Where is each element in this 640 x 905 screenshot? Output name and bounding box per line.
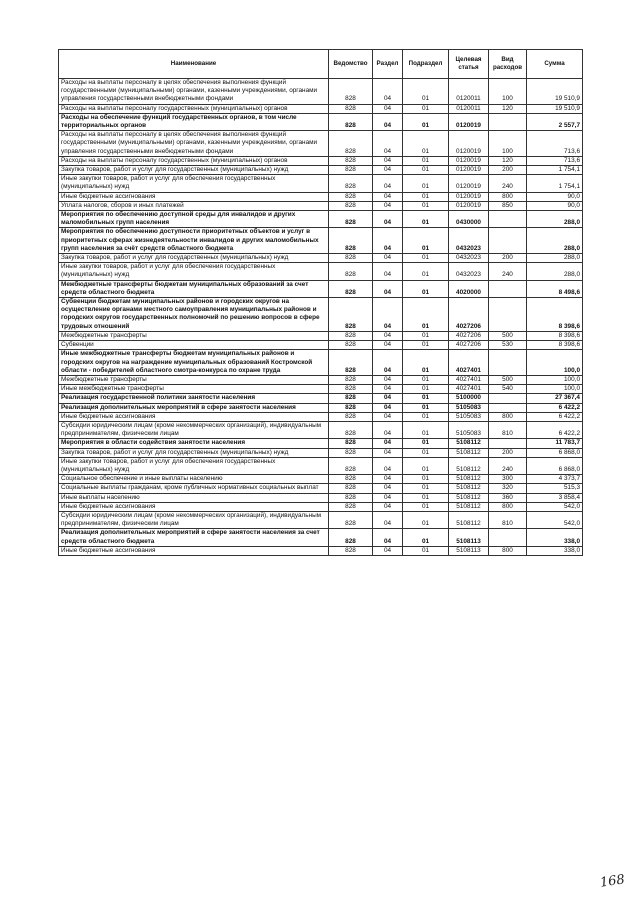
table-row bbox=[59, 263, 583, 280]
cell-type: 500 bbox=[489, 331, 527, 340]
cell-name: Расходы на выплаты персоналу государственных (муниципальных) органов bbox=[59, 156, 329, 165]
cell-name: Закупка товаров, работ и услуг для государственных (муниципальных) нужд bbox=[59, 254, 329, 263]
header-type: Вид расходов bbox=[489, 50, 527, 79]
cell-target: 5105083 bbox=[449, 421, 489, 438]
cell-target: 5108113 bbox=[449, 529, 489, 546]
cell-subsection: 01 bbox=[403, 475, 449, 484]
cell-section: 04 bbox=[373, 156, 403, 165]
cell-subsection: 01 bbox=[403, 113, 449, 130]
cell-type: 800 bbox=[489, 412, 527, 421]
table-body bbox=[59, 79, 583, 556]
cell-name: Закупка товаров, работ и услуг для государственных (муниципальных) нужд bbox=[59, 448, 329, 457]
cell-sum: 27 367,4 bbox=[527, 394, 583, 403]
table-row bbox=[59, 511, 583, 528]
cell-dept: 828 bbox=[329, 156, 373, 165]
table-row bbox=[59, 502, 583, 511]
cell-target: 5100000 bbox=[449, 394, 489, 403]
table-row bbox=[59, 211, 583, 228]
header-row bbox=[59, 50, 583, 79]
cell-target: 5105083 bbox=[449, 403, 489, 412]
cell-type bbox=[489, 394, 527, 403]
cell-subsection: 01 bbox=[403, 175, 449, 192]
cell-sum: 6 422,2 bbox=[527, 421, 583, 438]
cell-subsection: 01 bbox=[403, 341, 449, 350]
cell-subsection: 01 bbox=[403, 156, 449, 165]
cell-name: Иные выплаты населению bbox=[59, 493, 329, 502]
cell-name: Субвенции бюджетам муниципальных районов и городских округов на осуществление органами местного самоуправления муниципальных районов и городских округов государственных полномочий по решению вопросов в сфере трудовых отношений bbox=[59, 298, 329, 332]
cell-target: 5108112 bbox=[449, 502, 489, 511]
cell-dept: 828 bbox=[329, 484, 373, 493]
cell-name: Расходы на выплаты персоналу государственных (муниципальных) органов bbox=[59, 104, 329, 113]
cell-name: Уплата налогов, сборов и иных платежей bbox=[59, 201, 329, 210]
cell-sum: 8 398,6 bbox=[527, 331, 583, 340]
cell-name: Реализация дополнительных мероприятий в сфере занятости населения bbox=[59, 403, 329, 412]
table-row bbox=[59, 175, 583, 192]
cell-name: Социальные выплаты гражданам, кроме публичных нормативных социальных выплат bbox=[59, 484, 329, 493]
cell-section: 04 bbox=[373, 192, 403, 201]
cell-dept: 828 bbox=[329, 394, 373, 403]
table-row bbox=[59, 529, 583, 546]
cell-section: 04 bbox=[373, 475, 403, 484]
cell-target: 0120019 bbox=[449, 131, 489, 157]
budget-table bbox=[58, 49, 583, 556]
cell-name: Межбюджетные трансферты bbox=[59, 375, 329, 384]
cell-name: Реализация государственной политики занятости населения bbox=[59, 394, 329, 403]
cell-target: 0120019 bbox=[449, 201, 489, 210]
cell-name: Расходы на выплаты персоналу в целях обеспечения выполнения функций государственными (муниципальными) органами, казенными учреждениями, органами управления государственными внебюджетными фондами bbox=[59, 131, 329, 157]
cell-sum: 542,0 bbox=[527, 502, 583, 511]
cell-name: Субсидии юридическим лицам (кроме некоммерческих организаций), индивидуальным предпринимателям, физическим лицам bbox=[59, 421, 329, 438]
table-row bbox=[59, 493, 583, 502]
cell-sum: 2 557,7 bbox=[527, 113, 583, 130]
cell-section: 04 bbox=[373, 113, 403, 130]
cell-section: 04 bbox=[373, 175, 403, 192]
cell-section: 04 bbox=[373, 280, 403, 297]
cell-sum: 8 498,6 bbox=[527, 280, 583, 297]
table-row bbox=[59, 457, 583, 474]
cell-sum: 288,0 bbox=[527, 263, 583, 280]
cell-type: 200 bbox=[489, 448, 527, 457]
header-section: Раздел bbox=[373, 50, 403, 79]
cell-sum: 6 868,0 bbox=[527, 457, 583, 474]
cell-dept: 828 bbox=[329, 113, 373, 130]
cell-section: 04 bbox=[373, 394, 403, 403]
cell-dept: 828 bbox=[329, 175, 373, 192]
cell-type bbox=[489, 439, 527, 448]
cell-type bbox=[489, 403, 527, 412]
cell-target: 5108112 bbox=[449, 493, 489, 502]
cell-sum: 4 373,7 bbox=[527, 475, 583, 484]
cell-type: 850 bbox=[489, 201, 527, 210]
cell-type bbox=[489, 228, 527, 254]
cell-type: 810 bbox=[489, 421, 527, 438]
cell-type: 300 bbox=[489, 475, 527, 484]
cell-subsection: 01 bbox=[403, 131, 449, 157]
cell-name: Мероприятия по обеспечению доступной среды для инвалидов и других маломобильных групп населения bbox=[59, 211, 329, 228]
table-row bbox=[59, 113, 583, 130]
table-row bbox=[59, 350, 583, 376]
document-page bbox=[58, 49, 582, 556]
cell-sum: 8 398,6 bbox=[527, 298, 583, 332]
cell-sum: 542,0 bbox=[527, 511, 583, 528]
table-row bbox=[59, 484, 583, 493]
cell-section: 04 bbox=[373, 331, 403, 340]
cell-section: 04 bbox=[373, 546, 403, 555]
cell-dept: 828 bbox=[329, 228, 373, 254]
cell-type: 810 bbox=[489, 511, 527, 528]
cell-type bbox=[489, 298, 527, 332]
cell-target: 0432023 bbox=[449, 228, 489, 254]
cell-target: 0120011 bbox=[449, 104, 489, 113]
cell-name: Субсидии юридическим лицам (кроме некоммерческих организаций), индивидуальным предпринимателям, физическим лицам bbox=[59, 511, 329, 528]
cell-name: Иные бюджетные ассигнования bbox=[59, 192, 329, 201]
cell-sum: 288,0 bbox=[527, 211, 583, 228]
cell-type: 120 bbox=[489, 156, 527, 165]
cell-section: 04 bbox=[373, 439, 403, 448]
cell-sum: 515,3 bbox=[527, 484, 583, 493]
cell-type: 540 bbox=[489, 385, 527, 394]
cell-subsection: 01 bbox=[403, 457, 449, 474]
cell-target: 4027206 bbox=[449, 331, 489, 340]
table-row bbox=[59, 394, 583, 403]
cell-sum: 3 858,4 bbox=[527, 493, 583, 502]
cell-name: Мероприятия в области содействия занятости населения bbox=[59, 439, 329, 448]
cell-section: 04 bbox=[373, 511, 403, 528]
cell-subsection: 01 bbox=[403, 484, 449, 493]
cell-dept: 828 bbox=[329, 341, 373, 350]
cell-sum: 19 510,9 bbox=[527, 104, 583, 113]
cell-subsection: 01 bbox=[403, 166, 449, 175]
cell-type: 240 bbox=[489, 175, 527, 192]
header-subsection: Подраздел bbox=[403, 50, 449, 79]
cell-type: 240 bbox=[489, 457, 527, 474]
cell-dept: 828 bbox=[329, 350, 373, 376]
cell-target: 5108112 bbox=[449, 511, 489, 528]
cell-name: Иные закупки товаров, работ и услуг для обеспечения государственных (муниципальных) нужд bbox=[59, 175, 329, 192]
cell-sum: 19 510,9 bbox=[527, 79, 583, 105]
cell-name: Иные бюджетные ассигнования bbox=[59, 502, 329, 511]
table-row bbox=[59, 201, 583, 210]
cell-type: 120 bbox=[489, 104, 527, 113]
cell-section: 04 bbox=[373, 211, 403, 228]
cell-type: 240 bbox=[489, 263, 527, 280]
cell-name: Социальное обеспечение и иные выплаты населению bbox=[59, 475, 329, 484]
table-row bbox=[59, 331, 583, 340]
cell-sum: 90,0 bbox=[527, 201, 583, 210]
cell-type bbox=[489, 350, 527, 376]
cell-section: 04 bbox=[373, 228, 403, 254]
cell-dept: 828 bbox=[329, 263, 373, 280]
cell-dept: 828 bbox=[329, 254, 373, 263]
cell-subsection: 01 bbox=[403, 254, 449, 263]
cell-name: Иные закупки товаров, работ и услуг для обеспечения государственных (муниципальных) нужд bbox=[59, 263, 329, 280]
cell-name: Межбюджетные трансферты bbox=[59, 331, 329, 340]
cell-target: 4027401 bbox=[449, 375, 489, 384]
cell-section: 04 bbox=[373, 448, 403, 457]
cell-subsection: 01 bbox=[403, 375, 449, 384]
cell-target: 0120019 bbox=[449, 113, 489, 130]
cell-section: 04 bbox=[373, 375, 403, 384]
cell-section: 04 bbox=[373, 385, 403, 394]
cell-section: 04 bbox=[373, 421, 403, 438]
cell-sum: 713,6 bbox=[527, 156, 583, 165]
cell-sum: 11 783,7 bbox=[527, 439, 583, 448]
table-row bbox=[59, 448, 583, 457]
cell-dept: 828 bbox=[329, 475, 373, 484]
cell-sum: 338,0 bbox=[527, 529, 583, 546]
table-row bbox=[59, 192, 583, 201]
cell-dept: 828 bbox=[329, 439, 373, 448]
cell-name: Иные межбюджетные трансферты bbox=[59, 385, 329, 394]
table-row bbox=[59, 385, 583, 394]
table-row bbox=[59, 298, 583, 332]
table-row bbox=[59, 254, 583, 263]
cell-target: 0120019 bbox=[449, 192, 489, 201]
cell-type bbox=[489, 113, 527, 130]
table-row bbox=[59, 79, 583, 105]
cell-dept: 828 bbox=[329, 385, 373, 394]
table-row bbox=[59, 412, 583, 421]
cell-subsection: 01 bbox=[403, 280, 449, 297]
cell-subsection: 01 bbox=[403, 192, 449, 201]
cell-subsection: 01 bbox=[403, 104, 449, 113]
header-dept: Ведомство bbox=[329, 50, 373, 79]
cell-dept: 828 bbox=[329, 192, 373, 201]
table-row bbox=[59, 341, 583, 350]
cell-sum: 288,0 bbox=[527, 228, 583, 254]
cell-name: Расходы на выплаты персоналу в целях обеспечения выполнения функций государственными (муниципальными) органами, казенными учреждениями, органами управления государственными внебюджетными фондами bbox=[59, 79, 329, 105]
cell-subsection: 01 bbox=[403, 298, 449, 332]
header-sum: Сумма bbox=[527, 50, 583, 79]
cell-type: 530 bbox=[489, 341, 527, 350]
cell-section: 04 bbox=[373, 104, 403, 113]
cell-subsection: 01 bbox=[403, 421, 449, 438]
cell-target: 5108112 bbox=[449, 457, 489, 474]
cell-target: 4027206 bbox=[449, 341, 489, 350]
cell-section: 04 bbox=[373, 457, 403, 474]
cell-target: 5108112 bbox=[449, 484, 489, 493]
cell-name: Иные бюджетные ассигнования bbox=[59, 546, 329, 555]
cell-target: 5105083 bbox=[449, 412, 489, 421]
cell-name: Мероприятия по обеспечению доступности приоритетных объектов и услуг в приоритетных сферах жизнедеятельности инвалидов и других маломобильных групп населения за счёт средств областного бюджета bbox=[59, 228, 329, 254]
cell-type: 200 bbox=[489, 254, 527, 263]
cell-subsection: 01 bbox=[403, 511, 449, 528]
cell-sum: 100,0 bbox=[527, 350, 583, 376]
cell-name: Иные межбюджетные трансферты бюджетам муниципальных районов и городских округов на награждение муниципальных образований Костромской области - победителей областного смотра-конкурса по охране труда bbox=[59, 350, 329, 376]
cell-sum: 1 754,1 bbox=[527, 175, 583, 192]
cell-name: Иные закупки товаров, работ и услуг для обеспечения государственных (муниципальных) нужд bbox=[59, 457, 329, 474]
cell-sum: 6 868,0 bbox=[527, 448, 583, 457]
table-row bbox=[59, 280, 583, 297]
cell-target: 4020000 bbox=[449, 280, 489, 297]
cell-target: 5108112 bbox=[449, 475, 489, 484]
cell-dept: 828 bbox=[329, 280, 373, 297]
cell-sum: 713,6 bbox=[527, 131, 583, 157]
cell-subsection: 01 bbox=[403, 350, 449, 376]
cell-target: 5108112 bbox=[449, 439, 489, 448]
cell-target: 0432023 bbox=[449, 254, 489, 263]
header-name: Наименование bbox=[59, 50, 329, 79]
cell-type: 100 bbox=[489, 131, 527, 157]
table-row bbox=[59, 475, 583, 484]
cell-section: 04 bbox=[373, 529, 403, 546]
cell-type bbox=[489, 211, 527, 228]
cell-section: 04 bbox=[373, 166, 403, 175]
cell-section: 04 bbox=[373, 403, 403, 412]
cell-target: 0120019 bbox=[449, 156, 489, 165]
cell-section: 04 bbox=[373, 79, 403, 105]
header-target: Целевая статья bbox=[449, 50, 489, 79]
cell-type: 360 bbox=[489, 493, 527, 502]
cell-target: 0432023 bbox=[449, 263, 489, 280]
cell-dept: 828 bbox=[329, 421, 373, 438]
cell-target: 4027206 bbox=[449, 298, 489, 332]
cell-section: 04 bbox=[373, 484, 403, 493]
cell-type: 800 bbox=[489, 192, 527, 201]
cell-subsection: 01 bbox=[403, 228, 449, 254]
cell-target: 0120011 bbox=[449, 79, 489, 105]
table-row bbox=[59, 421, 583, 438]
cell-dept: 828 bbox=[329, 79, 373, 105]
cell-target: 0430000 bbox=[449, 211, 489, 228]
cell-dept: 828 bbox=[329, 529, 373, 546]
cell-type: 200 bbox=[489, 166, 527, 175]
cell-subsection: 01 bbox=[403, 403, 449, 412]
cell-subsection: 01 bbox=[403, 439, 449, 448]
cell-name: Реализация дополнительных мероприятий в сфере занятости населения за счет средств областного бюджета bbox=[59, 529, 329, 546]
cell-dept: 828 bbox=[329, 375, 373, 384]
cell-dept: 828 bbox=[329, 131, 373, 157]
cell-section: 04 bbox=[373, 298, 403, 332]
cell-sum: 8 398,6 bbox=[527, 341, 583, 350]
cell-type bbox=[489, 280, 527, 297]
cell-dept: 828 bbox=[329, 104, 373, 113]
cell-target: 5108112 bbox=[449, 448, 489, 457]
cell-subsection: 01 bbox=[403, 448, 449, 457]
table-row bbox=[59, 375, 583, 384]
cell-target: 0120019 bbox=[449, 175, 489, 192]
cell-dept: 828 bbox=[329, 546, 373, 555]
cell-section: 04 bbox=[373, 493, 403, 502]
cell-dept: 828 bbox=[329, 493, 373, 502]
cell-sum: 90,0 bbox=[527, 192, 583, 201]
table-row bbox=[59, 228, 583, 254]
table-row bbox=[59, 166, 583, 175]
cell-dept: 828 bbox=[329, 412, 373, 421]
cell-name: Иные бюджетные ассигнования bbox=[59, 412, 329, 421]
cell-dept: 828 bbox=[329, 211, 373, 228]
cell-section: 04 bbox=[373, 254, 403, 263]
cell-dept: 828 bbox=[329, 403, 373, 412]
cell-subsection: 01 bbox=[403, 529, 449, 546]
table-row bbox=[59, 546, 583, 555]
cell-subsection: 01 bbox=[403, 201, 449, 210]
cell-subsection: 01 bbox=[403, 394, 449, 403]
cell-type: 800 bbox=[489, 502, 527, 511]
cell-section: 04 bbox=[373, 201, 403, 210]
cell-target: 0120019 bbox=[449, 166, 489, 175]
cell-type: 500 bbox=[489, 375, 527, 384]
cell-dept: 828 bbox=[329, 166, 373, 175]
cell-section: 04 bbox=[373, 502, 403, 511]
cell-dept: 828 bbox=[329, 331, 373, 340]
cell-subsection: 01 bbox=[403, 263, 449, 280]
cell-name: Закупка товаров, работ и услуг для государственных (муниципальных) нужд bbox=[59, 166, 329, 175]
table-row bbox=[59, 439, 583, 448]
cell-sum: 100,0 bbox=[527, 385, 583, 394]
cell-name: Межбюджетные трансферты бюджетам муниципальных образований за счет средств областного бюджета bbox=[59, 280, 329, 297]
cell-dept: 828 bbox=[329, 457, 373, 474]
cell-section: 04 bbox=[373, 341, 403, 350]
cell-name: Субвенции bbox=[59, 341, 329, 350]
cell-name: Расходы на обеспечение функций государственных органов, в том числе территориальных органов bbox=[59, 113, 329, 130]
cell-type: 100 bbox=[489, 79, 527, 105]
cell-dept: 828 bbox=[329, 201, 373, 210]
cell-sum: 6 422,2 bbox=[527, 403, 583, 412]
page-number: 168 bbox=[599, 872, 626, 891]
cell-type: 800 bbox=[489, 546, 527, 555]
cell-sum: 288,0 bbox=[527, 254, 583, 263]
cell-subsection: 01 bbox=[403, 412, 449, 421]
cell-subsection: 01 bbox=[403, 502, 449, 511]
cell-subsection: 01 bbox=[403, 79, 449, 105]
table-row bbox=[59, 131, 583, 157]
cell-sum: 100,0 bbox=[527, 375, 583, 384]
cell-dept: 828 bbox=[329, 448, 373, 457]
cell-subsection: 01 bbox=[403, 546, 449, 555]
cell-subsection: 01 bbox=[403, 493, 449, 502]
cell-dept: 828 bbox=[329, 502, 373, 511]
cell-subsection: 01 bbox=[403, 385, 449, 394]
cell-subsection: 01 bbox=[403, 211, 449, 228]
cell-target: 4027401 bbox=[449, 385, 489, 394]
cell-type bbox=[489, 529, 527, 546]
cell-dept: 828 bbox=[329, 298, 373, 332]
table-row bbox=[59, 104, 583, 113]
cell-target: 4027401 bbox=[449, 350, 489, 376]
cell-section: 04 bbox=[373, 263, 403, 280]
cell-target: 5108113 bbox=[449, 546, 489, 555]
cell-section: 04 bbox=[373, 131, 403, 157]
cell-section: 04 bbox=[373, 350, 403, 376]
table-row bbox=[59, 403, 583, 412]
cell-section: 04 bbox=[373, 412, 403, 421]
table-row bbox=[59, 156, 583, 165]
cell-sum: 1 754,1 bbox=[527, 166, 583, 175]
cell-subsection: 01 bbox=[403, 331, 449, 340]
cell-dept: 828 bbox=[329, 511, 373, 528]
cell-sum: 6 422,2 bbox=[527, 412, 583, 421]
cell-sum: 338,0 bbox=[527, 546, 583, 555]
cell-type: 320 bbox=[489, 484, 527, 493]
